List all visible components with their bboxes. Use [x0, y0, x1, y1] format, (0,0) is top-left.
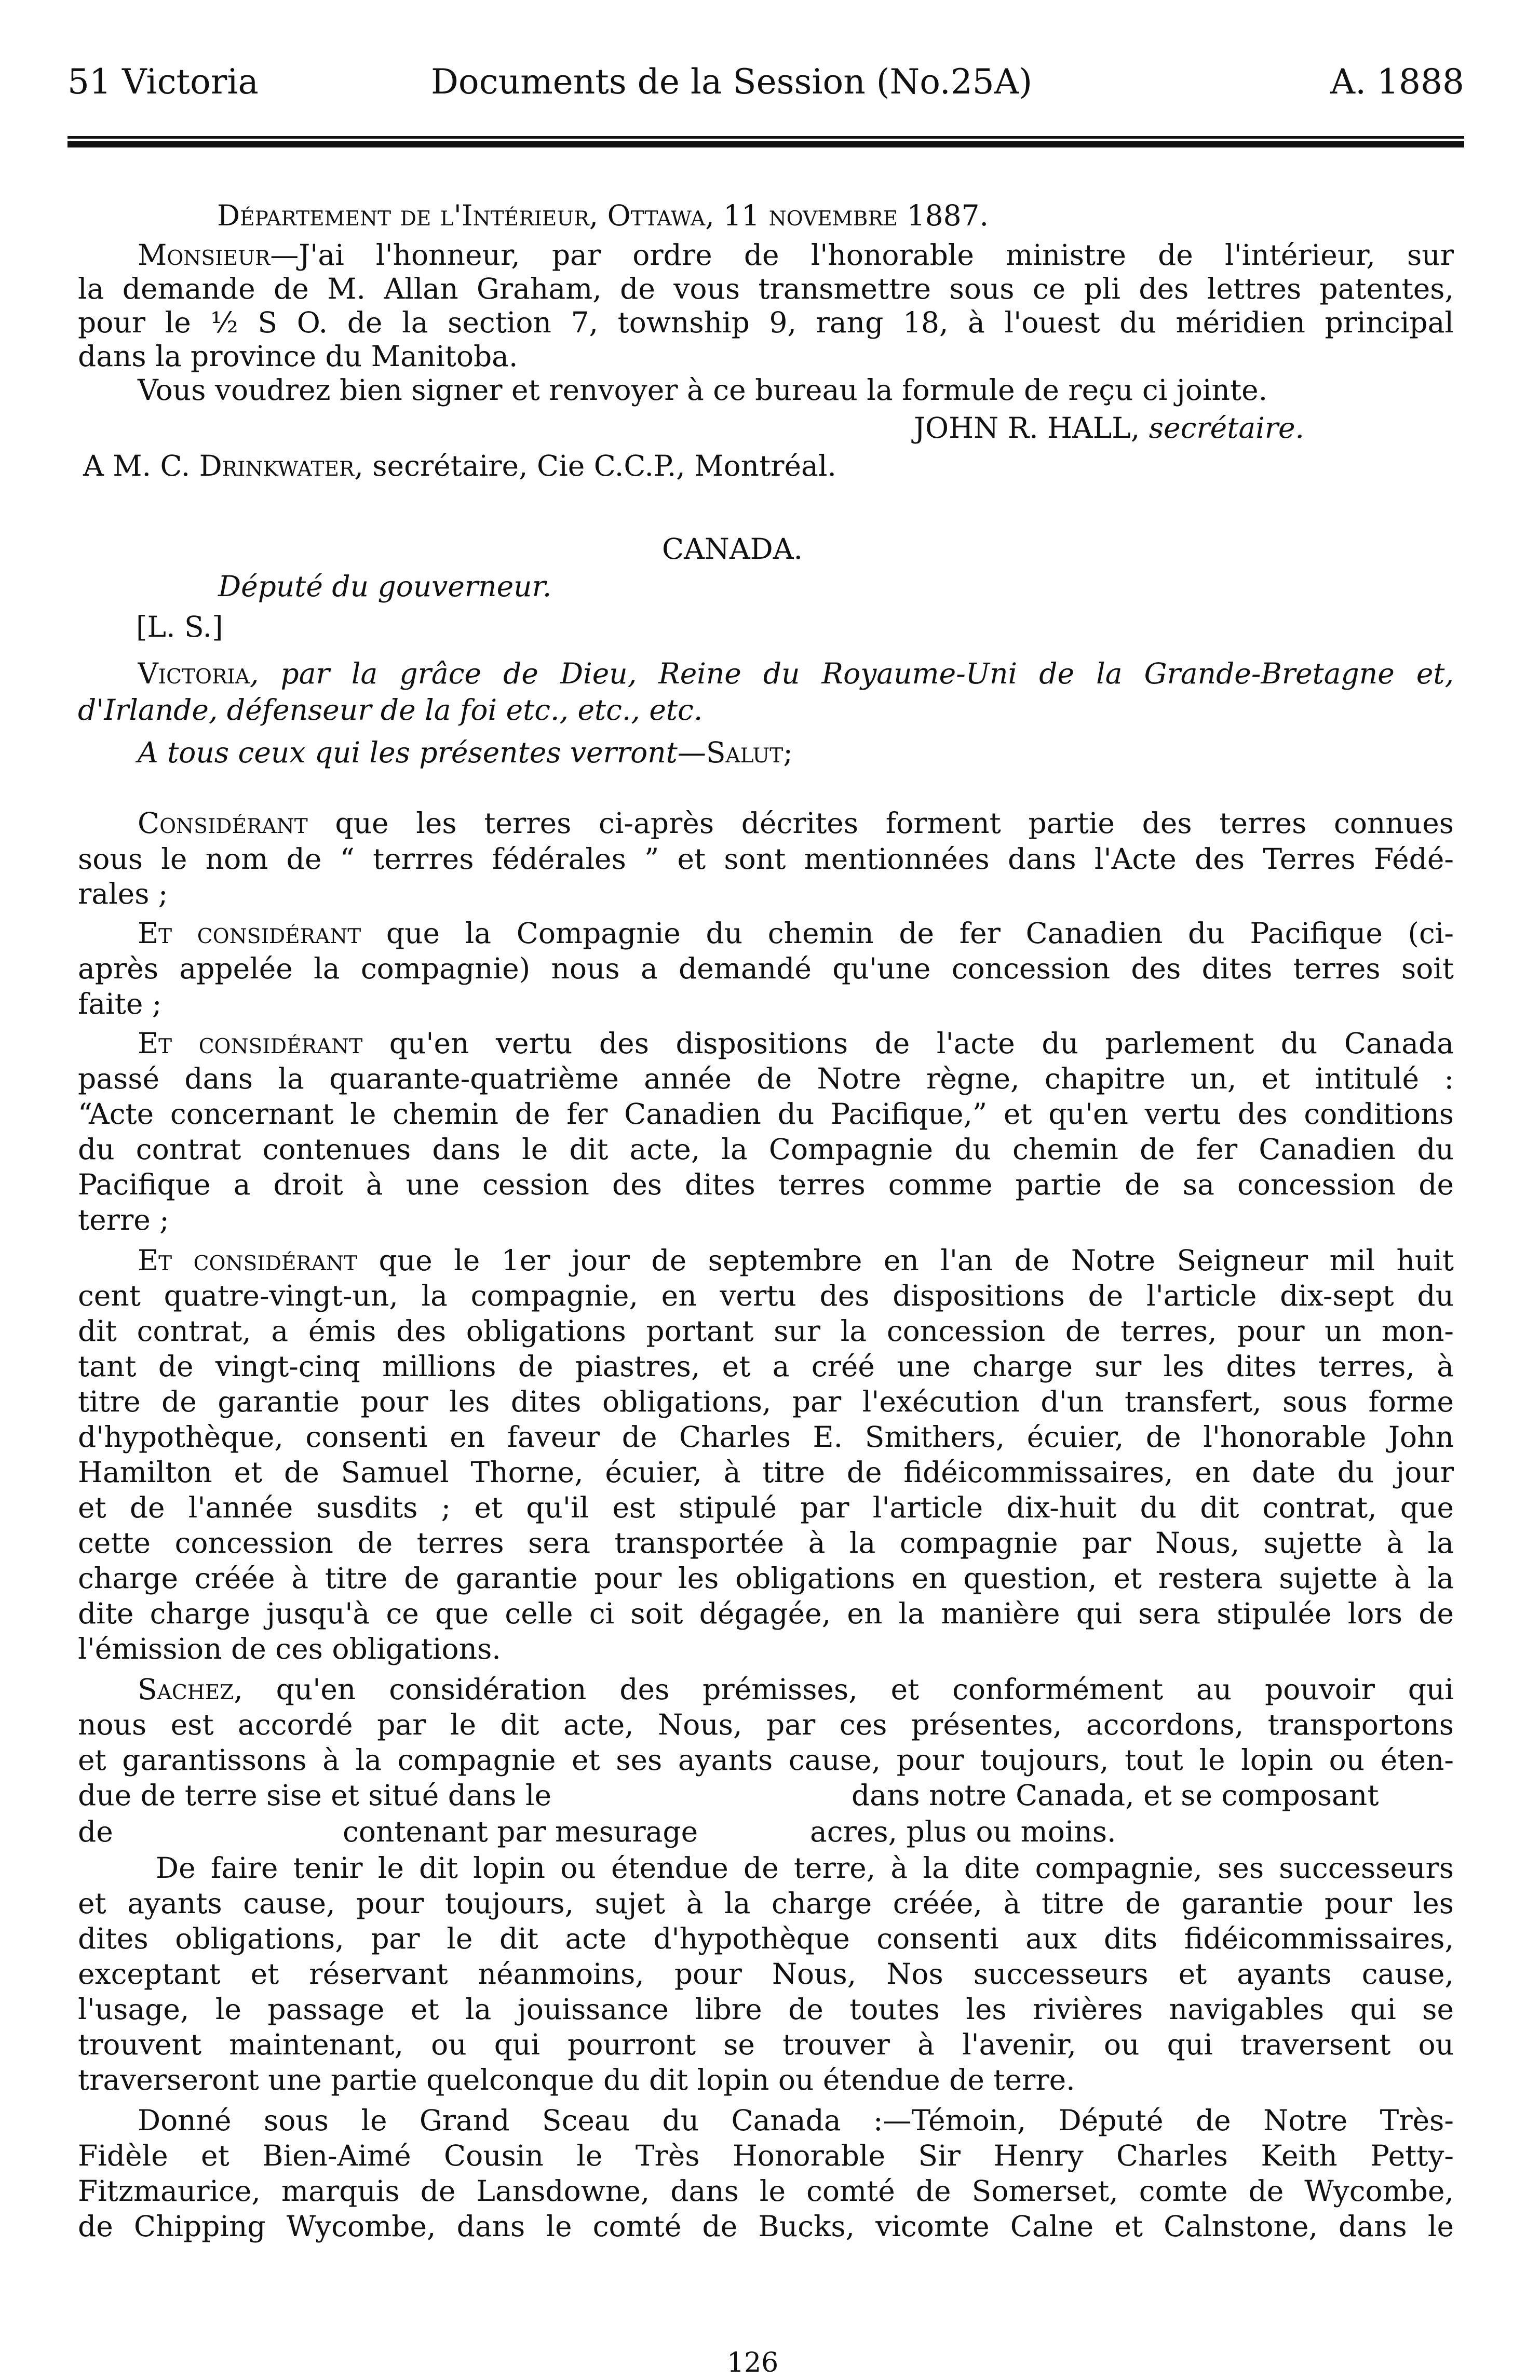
tenure-line: De faire tenir le dit lopin ou étendue de terre, à la dite compagnie, ses successeurs: [156, 1851, 1454, 1885]
tenure-line: trouvent maintenant, ou qui pourront se trouver à l'avenir, ou qui traversent ou: [78, 2028, 1454, 2061]
grant-line-continuation: dans notre Canada, et se composant: [852, 1779, 1379, 1812]
clause-line: cent quatre-vingt-un, la compagnie, en vertu des dispositions de l'article dix-sept du: [78, 1279, 1454, 1312]
grant-line: nous est accordé par le dit acte, Nous, par ces présentes, accordons, transportons: [78, 1708, 1454, 1741]
dateline: Département de l'Intérieur, Ottawa, 11 novembre 1887.: [217, 199, 989, 232]
running-header: [67, 56, 1464, 108]
clause-line: et de l'année susdits ; et qu'il est stipulé par l'article dix-huit du dit contrat, que: [78, 1491, 1454, 1524]
clause-line: passé dans la quarante-quatrième année de Notre règne, chapitre un, et intitulé :: [78, 1062, 1454, 1095]
grant-line: et garantissons à la compagnie et ses ayants cause, pour toujours, tout le lopin ou éten-: [78, 1743, 1454, 1777]
tenure-line: exceptant et réservant néanmoins, pour Nous, Nos successeurs et ayants cause,: [78, 1957, 1454, 1991]
tenure-line: traverseront une partie quelconque du dit lopin ou étendue de terre.: [78, 2063, 1075, 2096]
clause-line: Pacifique a droit à une cession des dites terres comme partie de sa concession de: [78, 1168, 1454, 1201]
grant-line-measure: contenant par mesurage: [343, 1815, 698, 1848]
clause-line: cette concession de terres sera transportée à la compagnie par Nous, sujette à la: [78, 1526, 1454, 1559]
clause-line: dite charge jusqu'à ce que celle ci soit dégagée, en la manière qui sera stipulée lors de: [78, 1597, 1454, 1630]
grant-line: due de terre sise et situé dans le: [78, 1779, 552, 1812]
header-title: Documents de la Session (No.25A): [431, 62, 1033, 102]
seal-mark: [L. S.]: [136, 610, 223, 643]
witness-line: de Chipping Wycombe, dans le comté de Bucks, vicomte Calne et Calnstone, dans le: [78, 2210, 1454, 2243]
clause-line: Et considérant que le 1er jour de septembre en l'an de Notre Seigneur mil huit: [138, 1244, 1454, 1277]
clause-line: tant de vingt-cinq millions de piastres, et a créé une charge sur les dites terres, à: [78, 1350, 1454, 1383]
tenure-line: l'usage, le passage et la jouissance libre de toutes les rivières navigables qui se: [78, 1993, 1454, 2026]
witness-line: Donné sous le Grand Sceau du Canada :—Témoin, Député de Notre Très-: [138, 2104, 1454, 2137]
clause-line: terre ;: [78, 1203, 169, 1236]
clause-line: charge créée à titre de garantie pour les obligations en question, et restera sujette à la: [78, 1562, 1454, 1595]
clause-line: dit contrat, a émis des obligations portant sur la concession de terres, pour un mon-: [78, 1314, 1454, 1348]
letter-line: la demande de M. Allan Graham, de vous transmettre sous ce pli des lettres patentes,: [78, 272, 1454, 305]
header-rule-thin: [67, 136, 1464, 139]
clause-line: faite ;: [78, 987, 162, 1020]
clause-line: Et considérant que la Compagnie du chemin de fer Canadien du Pacifique (ci-: [138, 917, 1454, 950]
salutation: Monsieur: [138, 238, 271, 272]
clause-line: du contrat contenues dans le dit acte, la Compagnie du chemin de fer Canadien du: [78, 1133, 1454, 1166]
clause-line: rales ;: [78, 877, 168, 910]
clause-line: Considérant que les terres ci-après décrites forment partie des terres connues: [138, 806, 1454, 840]
intro-line: d'Irlande, défenseur de la foi etc., etc., etc.: [78, 693, 703, 727]
recipient: A M. C. Drinkwater, secrétaire, Cie C.C.P., Montréal.: [83, 449, 836, 482]
header-volume: 51 Victoria: [67, 62, 259, 102]
clause-line: Et considérant qu'en vertu des dispositions de l'acte du parlement du Canada: [138, 1027, 1454, 1060]
grant-line-de: de: [78, 1815, 113, 1848]
clause-line: l'émission de ces obligations.: [78, 1632, 501, 1665]
clause-line: Hamilton et de Samuel Thorne, écuier, à titre de fidéicommissaires, en date du jour: [78, 1456, 1454, 1489]
tenure-line: dites obligations, par le dit acte d'hypothèque consenti aux dits fidéicommissaires,: [78, 1922, 1454, 1955]
clause-line: titre de garantie pour les dites obligations, par l'exécution d'un transfert, sous forme: [78, 1385, 1454, 1418]
page-number: 126: [727, 2347, 779, 2378]
header-rule-thick: [67, 141, 1464, 147]
witness-line: Fidèle et Bien-Aimé Cousin le Très Honorable Sir Henry Charles Keith Petty-: [78, 2139, 1454, 2172]
letter-line: Monsieur—J'ai l'honneur, par ordre de l'honorable ministre de l'intérieur, sur: [138, 238, 1454, 272]
patent-heading: CANADA.: [662, 532, 803, 566]
greeting: A tous ceux qui les présentes verront—Salut;: [138, 736, 793, 769]
request-line: Vous voudrez bien signer et renvoyer à ce bureau la formule de reçu ci jointe.: [138, 373, 1268, 407]
grant-line-acres: acres, plus ou moins.: [810, 1815, 1116, 1848]
clause-line: “Acte concernant le chemin de fer Canadien du Pacifique,” et qu'en vertu des conditions: [78, 1097, 1454, 1131]
witness-line: Fitzmaurice, marquis de Lansdowne, dans le comté de Somerset, comte de Wycombe,: [78, 2174, 1454, 2208]
clause-line: après appelée la compagnie) nous a demandé qu'une concession des dites terres soit: [78, 952, 1454, 985]
tenure-line: et ayants cause, pour toujours, sujet à la charge créée, à titre de garantie pour les: [78, 1887, 1454, 1920]
deputy-line: Député du gouverneur.: [218, 570, 552, 603]
clause-line: sous le nom de “ terrres fédérales ” et sont mentionnées dans l'Acte des Terres Fédé-: [78, 842, 1454, 876]
clause-line: d'hypothèque, consenti en faveur de Charles E. Smithers, écuier, de l'honorable John: [78, 1420, 1454, 1454]
letter-line: pour le ½ S O. de la section 7, township 9, rang 18, à l'ouest du méridien principal: [78, 306, 1454, 339]
signature: JOHN R. HALL, secrétaire.: [914, 411, 1305, 445]
header-year: A. 1888: [1330, 62, 1464, 102]
letter-line: dans la province du Manitoba.: [78, 340, 518, 373]
grant-line: Sachez, qu'en considération des prémisses, et conformément au pouvoir qui: [138, 1673, 1454, 1706]
intro-line: Victoria, par la grâce de Dieu, Reine du Royaume-Uni de la Grande-Bretagne et,: [138, 657, 1454, 690]
